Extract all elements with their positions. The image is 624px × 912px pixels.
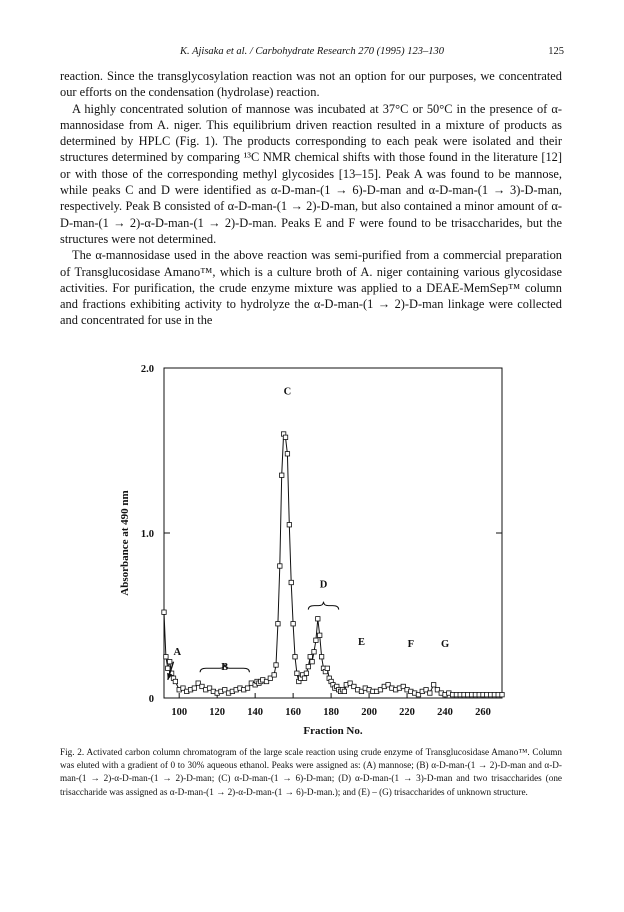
figure-caption (60, 746, 562, 799)
peak-brace (308, 602, 338, 610)
data-point (295, 671, 299, 675)
data-point (287, 523, 291, 527)
data-point (283, 435, 287, 439)
data-point (192, 686, 196, 690)
data-point (310, 660, 314, 664)
y-tick-label: 0 (148, 694, 154, 705)
data-point (431, 683, 435, 687)
data-point (173, 679, 177, 683)
data-point (167, 660, 171, 664)
figure-chromatogram (110, 360, 530, 740)
x-tick-label: 180 (323, 707, 339, 718)
x-tick-label: 240 (437, 707, 453, 718)
caption-text: Activated carbon column chromatogram of the large scale reaction using crude enzyme of Transglucosidase Amano™. Column was eluted with a gradient of 0 to 30% aqueous ethanol. Peaks were assigned as: (A) mannose; (B) α-D-man-(1 → 2)-D-man and α-D-man-(1 → 2)-α-D-man-(1 → 2)-D-man; (C) α-D-man-(1 → 6)-D-man; (D) α-D-man-(1 → 3)-D-man and two trisaccharides (one trisaccharide was assigned as α-D-man-(1 → 2)-α-D-man-(1 → 6)-D-man.); and (E) – (G) trisaccharides of unknown structure. (60, 747, 562, 797)
peak-label: B (221, 661, 229, 673)
data-point (308, 655, 312, 659)
peak-label: C (283, 386, 292, 398)
x-tick-label: 200 (361, 707, 377, 718)
data-point (272, 673, 276, 677)
data-point (500, 693, 504, 697)
data-point (293, 655, 297, 659)
peak-label: A (173, 647, 182, 659)
data-point (325, 666, 329, 670)
paragraph: The α-mannosidase used in the above reaction was semi-purified from a commercial preparation of Transglucosidase Amano™, which is a culture broth of A. niger containing various glycosidase activities. For purification, the crude enzyme mixture was applied to a DEAE-MemSep™ column and fractions exhibiting activity to hydrolyze the α-D-man-(1 → 2)-D-man linkage were collected and concentrated for use in the (60, 248, 562, 328)
page-number: 125 (548, 46, 564, 57)
data-point (306, 664, 310, 668)
body-text (60, 68, 562, 329)
x-tick-label: 120 (209, 707, 226, 718)
data-point (280, 473, 284, 477)
data-point (428, 691, 432, 695)
series-line (164, 434, 502, 695)
data-point (164, 655, 168, 659)
data-point (166, 666, 170, 670)
data-point (274, 663, 278, 667)
data-point (314, 638, 318, 642)
data-point (342, 689, 346, 693)
data-point (312, 650, 316, 654)
data-point (278, 564, 282, 568)
peak-label: E (357, 637, 365, 649)
y-axis-label: Absorbance at 490 nm (119, 490, 131, 596)
chart (110, 360, 530, 740)
data-point (276, 622, 280, 626)
paragraph: A highly concentrated solution of mannose was incubated at 37°C or 50°C in the presence of α-mannosidase from A. niger. This equilibrium driven reaction resulted in a mixture of products as determined by HPLC (Fig. 1). The products corresponding to each peak were isolated and their structures determined by comparing ¹³C NMR chemical shifts with those found in the literature [12] or with those of the corresponding methyl glycosides [13–15]. Peak A was found to be mannose, while peaks C and D were identified as α-D-man-(1 → 6)-D-man and α-D-man-(1 → 3)-D-man, respectively. Peak B consisted of α-D-man-(1 → 2)-D-man, but also contained a minor amount of α-D-man-(1 → 2)-α-D-man-(1 → 2)-D-man. Peaks E and F were found to be trisaccharides, but the structures were not determined. (60, 101, 562, 246)
data-point (302, 676, 306, 680)
paragraph: reaction. Since the transglycosylation reaction was not an option for our purposes, we concentrated our efforts on the condensation (hydrolase) reaction. (60, 69, 562, 100)
x-tick-label: 140 (247, 707, 264, 718)
x-tick-label: 220 (399, 707, 415, 718)
caption-label: Fig. 2. (60, 747, 85, 757)
data-point (285, 452, 289, 456)
journal-citation: K. Ajisaka et al. / Carbohydrate Research 270 (1995) 123–130 (180, 46, 444, 57)
plot-frame (164, 368, 502, 698)
x-tick-label: 260 (475, 707, 491, 718)
y-tick-label: 1.0 (140, 529, 154, 540)
x-axis-label: Fraction No. (303, 725, 363, 737)
data-point (291, 622, 295, 626)
x-tick-label: 160 (285, 707, 301, 718)
data-point (304, 671, 308, 675)
data-point (319, 655, 323, 659)
data-point (318, 633, 322, 637)
data-point (289, 580, 293, 584)
data-point (245, 686, 249, 690)
x-tick-label: 100 (171, 707, 188, 718)
running-header (60, 46, 564, 60)
peak-label: F (407, 638, 415, 650)
data-point (162, 610, 166, 614)
peak-label: G (440, 638, 450, 650)
data-point (316, 617, 320, 621)
y-tick-label: 2.0 (140, 364, 154, 375)
peak-label: D (319, 579, 328, 591)
